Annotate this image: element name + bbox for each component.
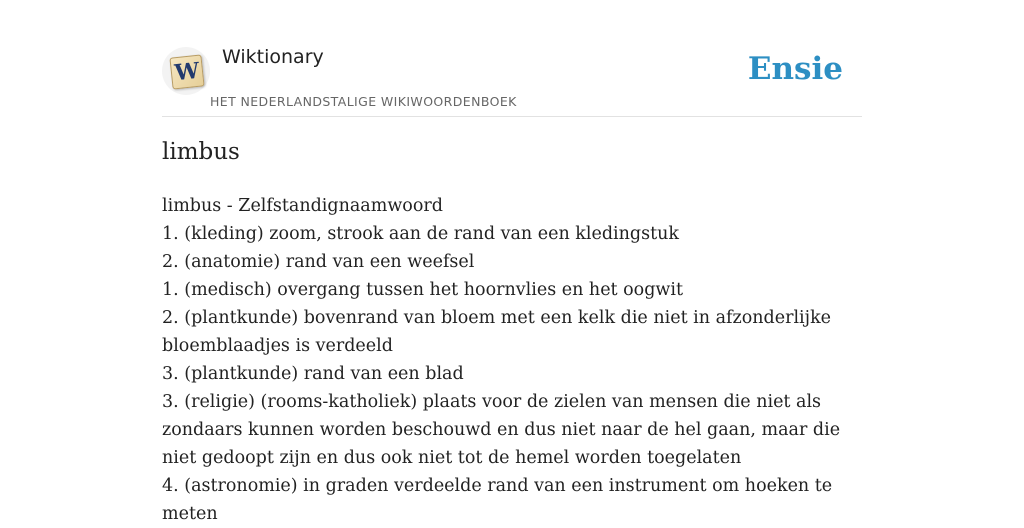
definition-line: 3. (religie) (rooms-katholiek) plaats voor de zielen van mensen die niet als zondaars kunnen worden beschouwd en dus niet naar de hel gaan, maar die niet gedoopt zijn en dus ook niet tot de hemel worden toegelaten xyxy=(162,392,841,468)
site-tagline: HET NEDERLANDSTALIGE WIKIWOORDENBOEK xyxy=(210,94,517,109)
definition-line: 1. (kleding) zoom, strook aan de rand van een kledingstuk xyxy=(162,224,680,244)
definition-line: 2. (plantkunde) bovenrand van bloem met een kelk die niet in afzonderlijke bloemblaadjes is verdeeld xyxy=(162,308,832,356)
site-name[interactable]: Wiktionary xyxy=(222,46,324,68)
definition-line: 1. (medisch) overgang tussen het hoornvlies en het oogwit xyxy=(162,280,684,300)
definition-line: 3. (plantkunde) rand van een blad xyxy=(162,364,464,384)
definition-line: 4. (astronomie) in graden verdeelde rand van een instrument om hoeken te meten xyxy=(162,476,833,524)
logo-tile: W xyxy=(169,54,204,89)
ensie-logo[interactable]: Ensie xyxy=(747,51,843,87)
entry-definition xyxy=(162,192,862,528)
definition-line: 2. (anatomie) rand van een weefsel xyxy=(162,252,475,272)
wiktionary-logo-icon[interactable] xyxy=(162,47,210,95)
definition-line: limbus - Zelfstandignaamwoord xyxy=(162,196,443,216)
site-header xyxy=(162,40,862,117)
entry-title: limbus xyxy=(162,139,240,165)
